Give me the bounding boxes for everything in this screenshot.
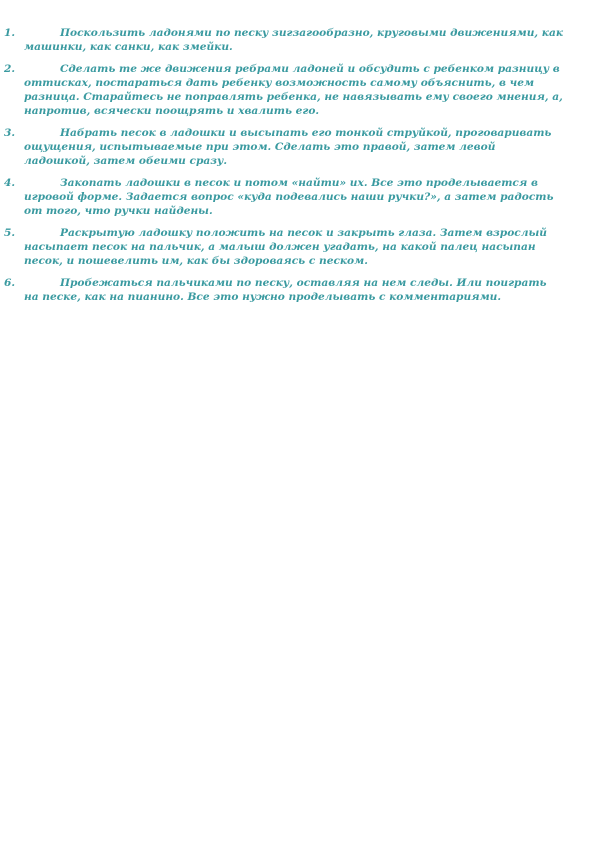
item-number: 4. — [4, 177, 16, 189]
item-text: Поскользить ладонями по песку зигзагообразно, круговыми движениями, как машинки, как санки, как змейки. — [24, 27, 563, 53]
list-item — [4, 126, 564, 168]
list-item — [4, 176, 564, 218]
item-text: Пробежаться пальчиками по песку, оставляя на нем следы. Или поиграть на песке, как на пианино. Все это нужно проделывать с комментариями. — [24, 277, 547, 303]
item-number: 1. — [4, 27, 16, 39]
item-text: Набрать песок в ладошки и высыпать его тонкой струйкой, проговаривать ощущения, испытываемые при этом. Сделать это правой, затем левой ладошкой, затем обеими сразу. — [24, 127, 552, 167]
item-number: 3. — [4, 127, 16, 139]
list-item — [4, 62, 564, 118]
list-item — [4, 226, 564, 268]
list-item — [4, 26, 564, 54]
item-text: Раскрытую ладошку положить на песок и закрыть глаза. Затем взрослый насыпает песок на пальчик, а малыш должен угадать, на какой палец насыпан песок, и пошевелить им, как бы здороваясь с песком. — [24, 227, 547, 267]
item-text: Закопать ладошки в песок и потом «найти» их. Все это проделывается в игровой форме. Задается вопрос «куда подевались наши ручки?», а затем радость от того, что ручки найдены. — [24, 177, 554, 217]
exercise-list — [4, 26, 564, 312]
item-number: 2. — [4, 63, 16, 75]
list-item — [4, 276, 564, 304]
item-number: 5. — [4, 227, 16, 239]
item-number: 6. — [4, 277, 16, 289]
item-text: Сделать те же движения ребрами ладоней и обсудить с ребенком разницу в оттисках, постараться дать ребенку возможность самому объяснить, в чем разница. Старайтесь не поправлять ребенка, не навязывать ему своего мнения, а, напротив, всячески поощрять и хвалить его. — [24, 63, 563, 117]
